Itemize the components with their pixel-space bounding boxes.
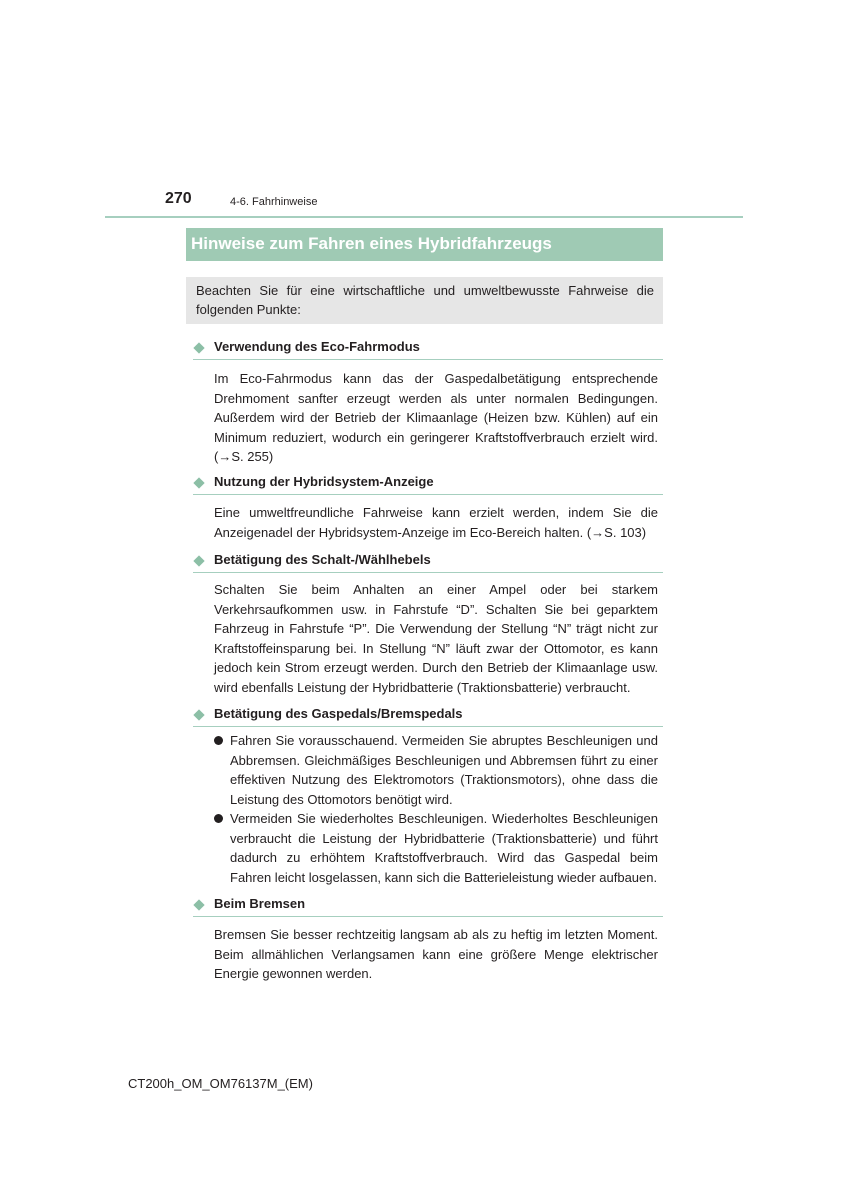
diamond-icon bbox=[193, 342, 204, 353]
section-heading-eco bbox=[193, 339, 663, 360]
bullet-icon bbox=[214, 814, 223, 823]
section-heading-pedals bbox=[193, 706, 663, 727]
header-rule bbox=[105, 216, 743, 218]
section-text-hybrid-display: Eine umweltfreundliche Fahrweise kann erzielt werden, indem Sie die Anzeigenadel der Hybridsystem-Anzeige im Eco-Bereich halten. (→S. 103) bbox=[214, 505, 658, 540]
section-text-shift-lever: Schalten Sie beim Anhalten an einer Ampel oder bei starkem Verkehrsaufkommen usw. in Fahrstufe “D”. Schalten Sie bei geparktem Fahrzeug in Fahrstufe “P”. Die Verwendung der Stellung “N” trägt nicht zur Kraftstoffeinsparung bei. In Stellung “N” läuft zwar der Ottomotor, es kann jedoch kein Strom erzeugt werden. Durch den Betrieb der Klimaanlage usw. wird ebenfalls Leistung der Hybridbatterie (Traktionsbatterie) verbraucht. bbox=[214, 582, 658, 695]
section-heading-hybrid-display bbox=[193, 474, 663, 495]
section-title: Betätigung des Gaspedals/Bremspedals bbox=[214, 706, 463, 721]
title-bar bbox=[186, 228, 663, 261]
bullet-text: Fahren Sie vorausschauend. Vermeiden Sie abruptes Beschleunigen und Abbremsen. Gleichmäßiges Beschleunigen und Abbremsen führt zu einer effektiven Nutzung des Elektromotors (Traktionsmotors), ohne dass die Leistung des Ottomotors benötigt wird. bbox=[230, 733, 658, 808]
document-code: CT200h_OM_OM76137M_(EM) bbox=[128, 1076, 313, 1091]
page-number: 270 bbox=[165, 190, 192, 207]
diamond-icon bbox=[193, 709, 204, 720]
intro-text: Beachten Sie für eine wirtschaftliche und umweltbewusste Fahrweise die folgenden Punkte: bbox=[196, 283, 654, 317]
section-text-braking: Bremsen Sie besser rechtzeitig langsam ab als zu heftig im letzten Moment. Beim allmählichen Verlangsamen kann eine größere Menge elektrischer Energie gewonnen werden. bbox=[214, 927, 658, 981]
bullet-icon bbox=[214, 736, 223, 745]
section-text-eco: Im Eco-Fahrmodus kann das der Gaspedalbetätigung entsprechende Drehmoment sanfter erzeugt werden als unter normalen Bedingungen. Außerdem wird der Betrieb der Klimaanlage (Heizen bzw. Kühlen) auf ein Minimum reduziert, wodurch ein geringerer Kraftstoffverbrauch erzielt wird. (→S. 255) bbox=[214, 371, 658, 464]
diamond-icon bbox=[193, 899, 204, 910]
section-heading-braking bbox=[193, 896, 663, 917]
section-label: 4-6. Fahrhinweise bbox=[230, 196, 318, 208]
section-title: Beim Bremsen bbox=[214, 896, 306, 911]
diamond-icon bbox=[193, 477, 204, 488]
section-title: Verwendung des Eco-Fahrmodus bbox=[214, 339, 420, 354]
diamond-icon bbox=[193, 555, 204, 566]
page-title: Hinweise zum Fahren eines Hybridfahrzeugs bbox=[191, 234, 552, 253]
intro-box bbox=[186, 277, 663, 324]
section-heading-shift-lever bbox=[193, 552, 663, 573]
section-title: Nutzung der Hybridsystem-Anzeige bbox=[214, 474, 434, 489]
section-title: Betätigung des Schalt-/Wählhebels bbox=[214, 552, 431, 567]
bullet-text: Vermeiden Sie wiederholtes Beschleunigen. Wiederholtes Beschleunigen verbraucht die Leistung der Hybridbatterie (Traktionsbatterie) und führt dadurch zu erhöhtem Kraftstoffverbrauch. Wird das Gaspedal beim Fahren leicht losgelassen, kann sich die Batterieleistung wieder aufbauen. bbox=[230, 811, 658, 886]
